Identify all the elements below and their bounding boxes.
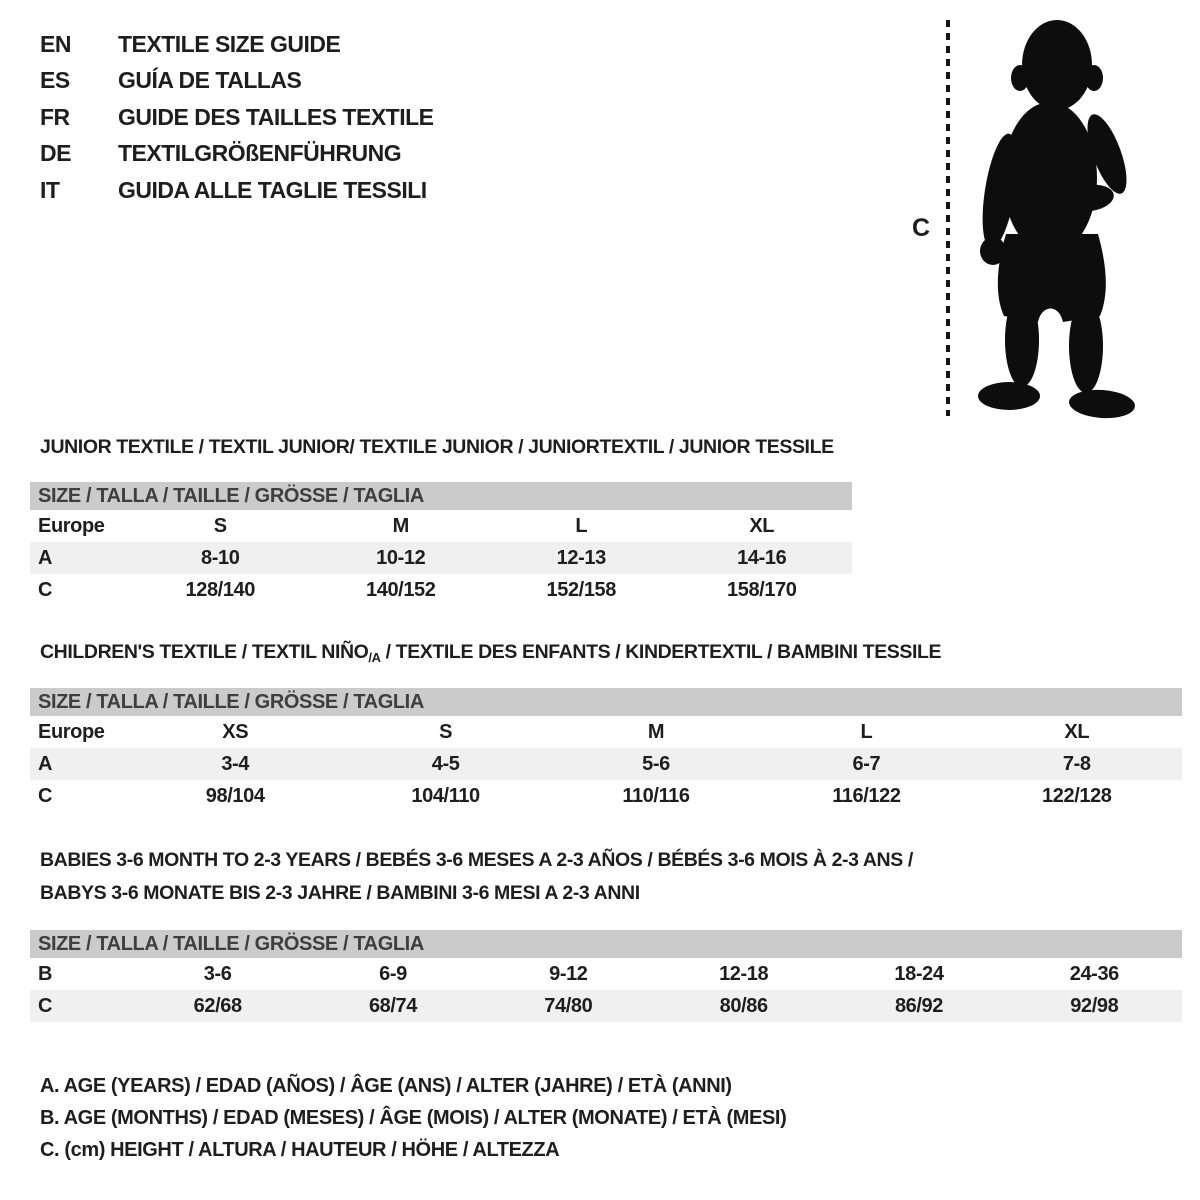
row-cell: 24-36: [1069, 962, 1119, 985]
children-size-table-header: SIZE / TALLA / TAILLE / GRÖSSE / TAGLIA: [30, 688, 1182, 716]
row-cell: 4-5: [431, 752, 460, 775]
row-cell: 12-18: [719, 962, 769, 985]
legend: [40, 1070, 786, 1166]
row-cell: 92/98: [1070, 994, 1119, 1017]
row-cell: 62/68: [193, 994, 242, 1017]
height-measure-line: [944, 18, 952, 418]
children-title-text: CHILDREN'S TEXTILE / TEXTIL NIÑO: [40, 641, 369, 663]
babies-size-table: [30, 930, 1182, 1022]
legend-line-age-years: A. AGE (YEARS) / EDAD (AÑOS) / ÂGE (ANS) / ALTER (JAHRE) / ETÀ (ANNI): [40, 1075, 732, 1097]
row-cell: XL: [749, 514, 775, 537]
row-cell: L: [575, 514, 588, 537]
babies-section-title-line1: BABIES 3-6 MONTH TO 2-3 YEARS / BEBÉS 3-6 MESES A 2-3 AÑOS / BÉBÉS 3-6 MOIS À 2-3 ANS /: [40, 849, 913, 871]
row-cell: 98/104: [205, 784, 265, 807]
language-code: ES: [40, 67, 70, 94]
row-label: C: [38, 994, 53, 1017]
junior-size-table-header: SIZE / TALLA / TAILLE / GRÖSSE / TAGLIA: [30, 482, 852, 510]
row-cell: 18-24: [894, 962, 944, 985]
table-row: [30, 748, 1182, 780]
row-cell: 68/74: [368, 994, 418, 1017]
row-cell: 8-10: [201, 546, 240, 569]
row-cell: 152/158: [546, 578, 616, 601]
row-cell: 14-16: [737, 546, 787, 569]
row-label: Europe: [38, 720, 105, 743]
row-cell: XL: [1064, 720, 1090, 743]
row-cell: 158/170: [727, 578, 797, 601]
table-row: [30, 542, 852, 574]
row-label: B: [38, 962, 53, 985]
language-guide-title: GUIDE DES TAILLES TEXTILE: [118, 103, 434, 130]
row-cell: 80/86: [719, 994, 768, 1017]
row-label: A: [38, 752, 53, 775]
language-code: EN: [40, 31, 71, 57]
language-code: IT: [40, 176, 60, 203]
children-section-title: [40, 641, 941, 665]
row-cell: 3-4: [221, 752, 250, 775]
children-size-table: [30, 688, 1182, 812]
row-cell: 122/128: [1042, 784, 1112, 807]
row-cell: 12-13: [556, 546, 606, 569]
junior-section-title: JUNIOR TEXTILE / TEXTIL JUNIOR/ TEXTILE JUNIOR / JUNIORTEXTIL / JUNIOR TESSILE: [40, 436, 834, 458]
row-label: C: [38, 578, 53, 601]
language-title-list: [40, 26, 434, 208]
table-row: [30, 716, 1182, 748]
height-measure-label: C: [912, 214, 931, 242]
legend-line-height-cm: C. (cm) HEIGHT / ALTURA / HAUTEUR / HÖHE / ALTEZZA: [40, 1139, 560, 1161]
language-guide-title: GUIDA ALLE TAGLIE TESSILI: [118, 176, 427, 203]
row-cell: 10-12: [376, 546, 426, 569]
row-cell: 3-6: [203, 962, 232, 985]
row-cell: 128/140: [185, 578, 255, 601]
junior-size-table: [30, 482, 852, 606]
row-cell: 9-12: [549, 962, 588, 985]
row-cell: 116/122: [832, 784, 901, 807]
table-row: [30, 990, 1182, 1022]
row-cell: 104/110: [411, 784, 480, 807]
babies-section-title-line2: BABYS 3-6 MONATE BIS 2-3 JAHRE / BAMBINI 3-6 MESI A 2-3 ANNI: [40, 882, 640, 904]
children-title-subscript: /A: [368, 650, 381, 665]
row-label: Europe: [38, 514, 105, 537]
row-cell: 110/116: [622, 784, 690, 807]
table-row: [30, 780, 1182, 812]
row-cell: 86/92: [894, 994, 944, 1017]
language-guide-title: TEXTILGRÖßENFÜHRUNG: [118, 140, 402, 167]
row-cell: 5-6: [642, 752, 670, 775]
language-code: DE: [40, 140, 71, 167]
row-cell: M: [647, 720, 665, 743]
table-row: [30, 574, 852, 606]
language-row: [40, 99, 434, 135]
row-cell: 74/80: [544, 994, 593, 1017]
row-cell: L: [860, 720, 873, 743]
row-cell: 6-7: [852, 752, 881, 775]
row-cell: S: [213, 514, 227, 537]
babies-size-table-header: SIZE / TALLA / TAILLE / GRÖSSE / TAGLIA: [30, 930, 1182, 958]
row-label: C: [38, 784, 53, 807]
language-row: [40, 135, 434, 171]
toddler-silhouette-icon: [962, 16, 1142, 420]
language-guide-title: GUÍA DE TALLAS: [118, 67, 302, 94]
legend-line-age-months: B. AGE (MONTHS) / EDAD (MESES) / ÂGE (MOIS) / ALTER (MONATE) / ETÀ (MESI): [40, 1107, 787, 1129]
language-row: [40, 26, 434, 62]
row-cell: M: [392, 514, 409, 537]
toddler-silhouette-shape: [976, 20, 1136, 420]
language-row: [40, 62, 434, 98]
table-row: [30, 958, 1182, 990]
row-label: A: [38, 546, 53, 569]
language-guide-title: TEXTILE SIZE GUIDE: [118, 31, 341, 57]
row-cell: XS: [222, 720, 249, 743]
language-code: FR: [40, 103, 70, 130]
row-cell: 140/152: [366, 578, 436, 601]
children-title-text-cont: / TEXTILE DES ENFANTS / KINDERTEXTIL / BAMBINI TESSILE: [380, 641, 942, 663]
table-row: [30, 510, 852, 542]
row-cell: 6-9: [379, 962, 407, 985]
row-cell: 7-8: [1062, 752, 1091, 775]
row-cell: S: [439, 720, 453, 743]
language-row: [40, 172, 434, 208]
